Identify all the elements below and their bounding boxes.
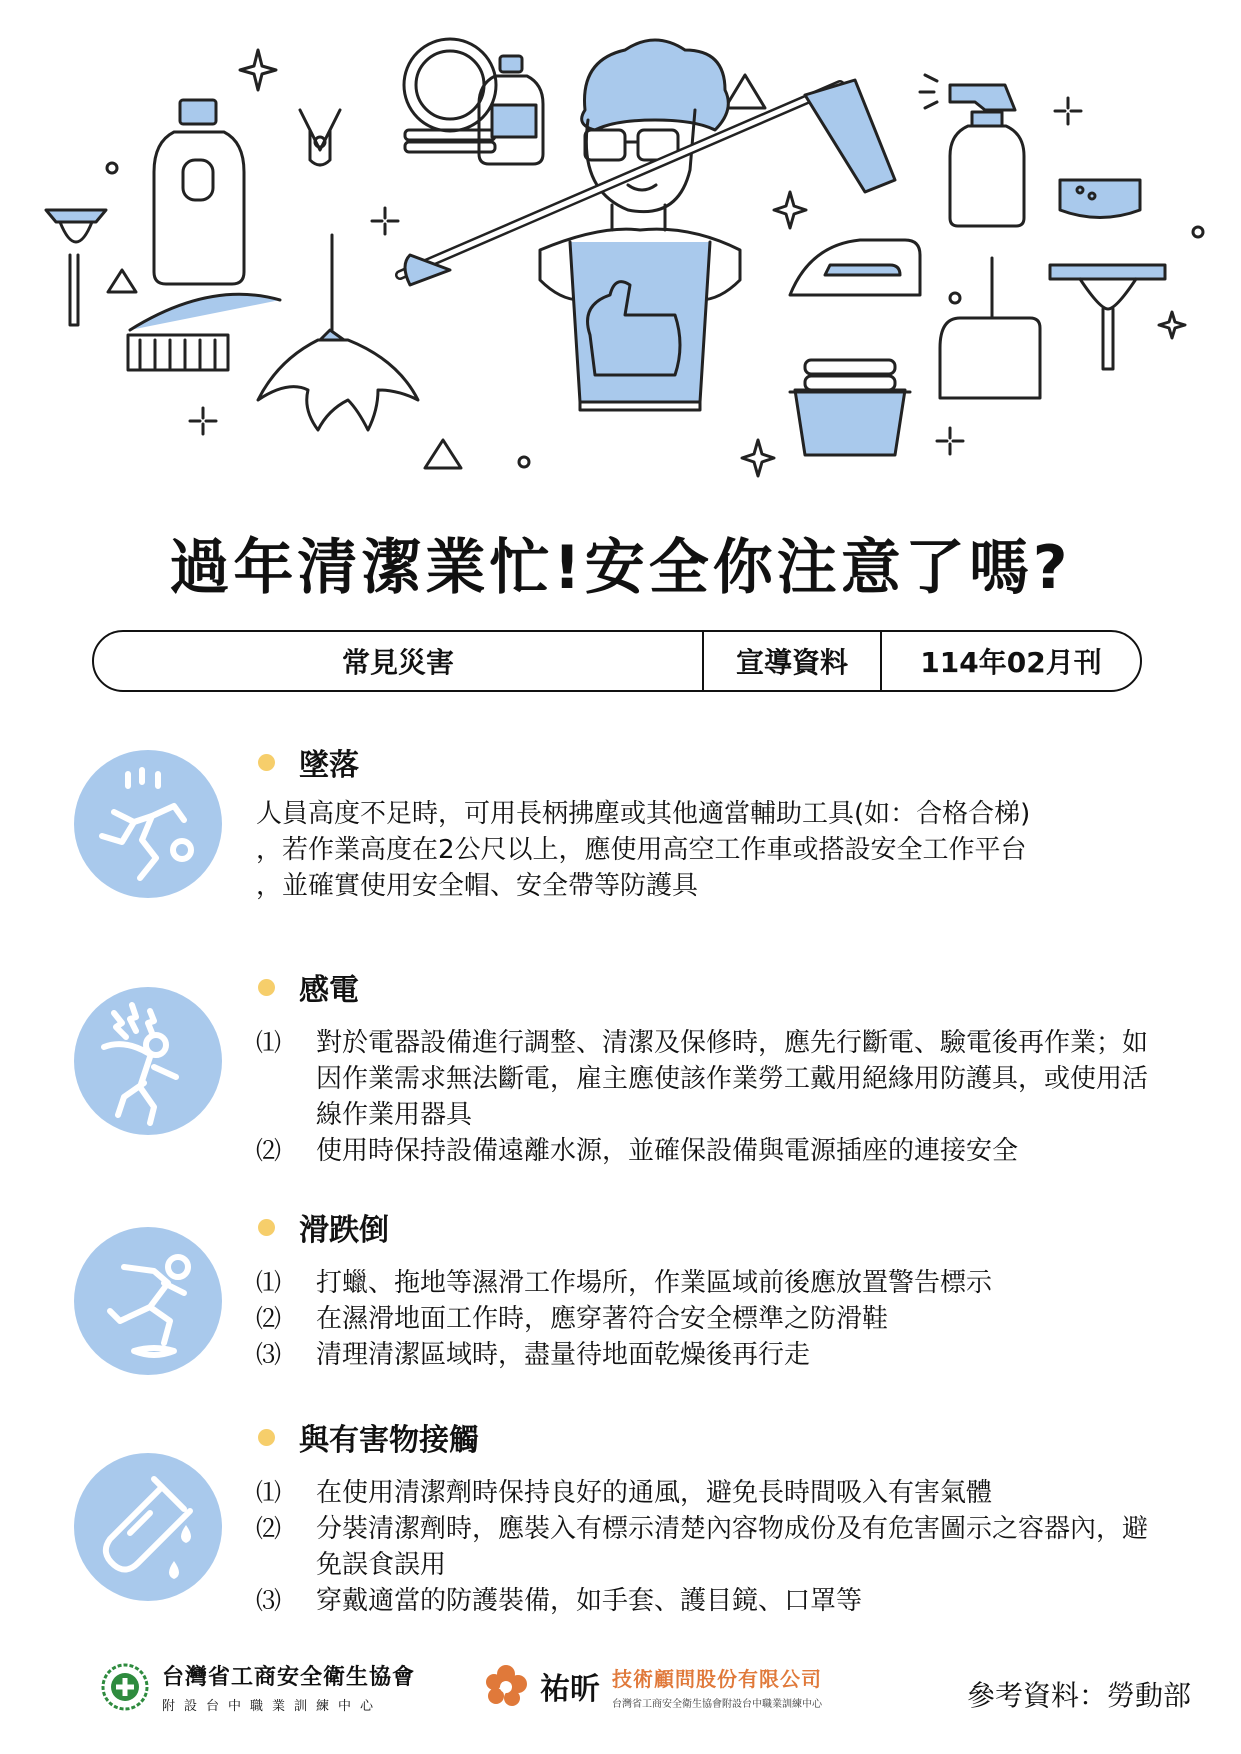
org2-logo-block bbox=[480, 1660, 822, 1712]
falling-person-icon bbox=[74, 750, 222, 898]
doc-type-label: 宣導資料 bbox=[702, 632, 880, 690]
section-body bbox=[256, 1265, 1156, 1373]
item-number: ⑴ bbox=[256, 1268, 282, 1297]
section-heading bbox=[258, 1415, 479, 1459]
item-text: 在濕滑地面工作時，應穿著符合安全標準之防滑鞋 bbox=[316, 1304, 889, 1334]
sparkle-icon bbox=[774, 192, 806, 228]
org1-name: 台灣省工商安全衛生協會 bbox=[162, 1665, 416, 1690]
item-number: ⑵ bbox=[256, 1136, 282, 1165]
org1-logo-block bbox=[100, 1660, 415, 1714]
item-text: 打蠟、拖地等濕滑工作場所，作業區域前後應放置警告標示 bbox=[316, 1268, 993, 1298]
cross-icon bbox=[190, 408, 216, 434]
test-tube-drops-icon bbox=[74, 1453, 222, 1601]
footer bbox=[0, 1660, 1241, 1730]
section-body bbox=[256, 1025, 1156, 1169]
bullet-dot bbox=[258, 754, 275, 771]
item-number: ⑶ bbox=[256, 1340, 282, 1369]
cross-icon bbox=[1055, 98, 1081, 124]
section-body bbox=[256, 796, 1156, 904]
section-heading bbox=[258, 965, 359, 1009]
cross-icon bbox=[937, 428, 963, 454]
item-number: ⑶ bbox=[256, 1586, 282, 1615]
org2-brand: 祐昕 bbox=[540, 1672, 600, 1707]
item-text: 分裝清潔劑時，應裝入有標示清楚內容物成份及有危害圖示之容器內，避免誤食誤用 bbox=[316, 1514, 1149, 1580]
section-title: 墜落 bbox=[299, 748, 359, 783]
hero-illustration bbox=[0, 0, 1241, 500]
paragraph-line: 人員高度不足時，可用長柄拂塵或其他適當輔助工具(如：合格合梯) bbox=[256, 799, 1031, 829]
list-item bbox=[256, 1337, 1156, 1373]
list-item bbox=[256, 1301, 1156, 1337]
item-text: 穿戴適當的防護裝備，如手套、護目鏡、口罩等 bbox=[316, 1586, 863, 1616]
org1-emblem-icon bbox=[100, 1662, 150, 1712]
item-number: ⑵ bbox=[256, 1304, 282, 1333]
category-label: 常見災害 bbox=[341, 646, 454, 679]
section-title: 與有害物接觸 bbox=[299, 1423, 479, 1458]
section-title: 感電 bbox=[299, 973, 359, 1008]
issue-label: 114年02月刊 bbox=[880, 632, 1140, 690]
electric-shock-icon bbox=[74, 987, 222, 1135]
page-title: 過年清潔業忙!安全你注意了嗎? bbox=[169, 533, 1072, 603]
bullet-dot bbox=[258, 1219, 275, 1236]
bullet-dot bbox=[258, 979, 275, 996]
list-item bbox=[256, 1475, 1156, 1511]
item-text: 在使用清潔劑時保持良好的通風，避免長時間吸入有害氣體 bbox=[316, 1478, 993, 1508]
section-title: 滑跌倒 bbox=[299, 1213, 389, 1248]
reference-source: 參考資料：勞動部 bbox=[966, 1679, 1191, 1712]
item-text: 清理清潔區域時，盡量待地面乾燥後再行走 bbox=[316, 1340, 811, 1370]
sparkle-icon bbox=[240, 50, 276, 90]
section-heading bbox=[258, 1205, 389, 1249]
list-item bbox=[256, 1025, 1156, 1133]
list-item bbox=[256, 1265, 1156, 1301]
info-bar bbox=[92, 630, 1142, 692]
item-number: ⑴ bbox=[256, 1028, 282, 1057]
item-text: 使用時保持設備遠離水源，並確保設備與電源插座的連接安全 bbox=[316, 1136, 1019, 1166]
section-heading bbox=[258, 740, 359, 784]
flower-logo-icon bbox=[480, 1660, 532, 1712]
sparkle-icon bbox=[742, 440, 774, 476]
paragraph-line: ，並確實使用安全帽、安全帶等防護具 bbox=[256, 871, 699, 901]
item-text: 對於電器設備進行調整、清潔及保修時，應先行斷電、驗電後再作業；如因作業需求無法斷電，雇主應使該作業勞工戴用絕緣用防護具，或使用活線作業用器具 bbox=[316, 1028, 1149, 1130]
org1-subtitle: 附設台中職業訓練中心 bbox=[162, 1699, 383, 1714]
list-item bbox=[256, 1511, 1156, 1583]
bullet-dot bbox=[258, 1429, 275, 1446]
cross-icon bbox=[372, 208, 398, 234]
list-item bbox=[256, 1133, 1156, 1169]
org2-subtitle: 台灣省工商安全衛生協會附設台中職業訓練中心 bbox=[612, 1698, 822, 1710]
list-item bbox=[256, 1583, 1156, 1619]
slipping-person-icon bbox=[74, 1227, 222, 1375]
item-number: ⑵ bbox=[256, 1514, 282, 1543]
sparkle-icon bbox=[1159, 312, 1185, 338]
org2-company: 技術顧問股份有限公司 bbox=[612, 1666, 822, 1691]
section-body bbox=[256, 1475, 1156, 1619]
paragraph-line: ，若作業高度在2公尺以上，應使用高空工作車或搭設安全工作平台 bbox=[256, 835, 1027, 865]
item-number: ⑴ bbox=[256, 1478, 282, 1507]
